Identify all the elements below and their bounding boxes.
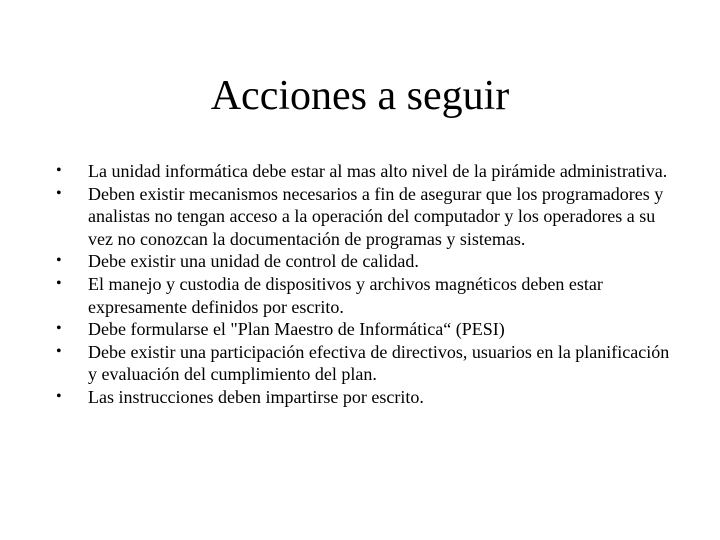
bullet-icon: •: [56, 387, 62, 405]
bullet-text: Las instrucciones deben impartirse por escrito.: [88, 386, 424, 407]
bullet-text: Debe existir una participación efectiva de directivos, usuarios en la planificación y evaluación del cumplimiento del plan.: [88, 341, 670, 385]
bullet-item-1: [56, 160, 676, 183]
bullet-text: La unidad informática debe estar al mas alto nivel de la pirámide administrativa.: [88, 161, 668, 181]
bullet-icon: •: [56, 162, 62, 179]
bullet-item-7: [56, 386, 676, 409]
bullet-list: [56, 160, 676, 409]
bullet-item-2: [56, 183, 676, 251]
bullet-item-4: [56, 273, 676, 318]
bullet-item-6: [56, 341, 676, 386]
bullet-icon: •: [56, 274, 62, 292]
bullet-icon: •: [56, 320, 62, 338]
slide-title: Acciones a seguir: [210, 73, 510, 119]
bullet-icon: •: [56, 342, 62, 360]
bullet-text: Debe existir una unidad de control de calidad.: [88, 251, 419, 272]
bullet-item-3: [56, 250, 676, 273]
bullet-icon: •: [56, 184, 62, 202]
bullet-text: El manejo y custodia de dispositivos y archivos magnéticos deben estar expresamente definidos por escrito.: [88, 273, 603, 317]
bullet-text: Debe formularse el "Plan Maestro de Informática“ (PESI): [88, 319, 505, 340]
bullet-icon: •: [56, 252, 62, 270]
bullet-text: Deben existir mecanismos necesarios a fin de asegurar que los programadores y analistas no tengan acceso a la operación del computador y los operadores a su vez no conozcan la documentación de programas y sistemas.: [88, 183, 664, 249]
bullet-item-5: [56, 318, 676, 341]
